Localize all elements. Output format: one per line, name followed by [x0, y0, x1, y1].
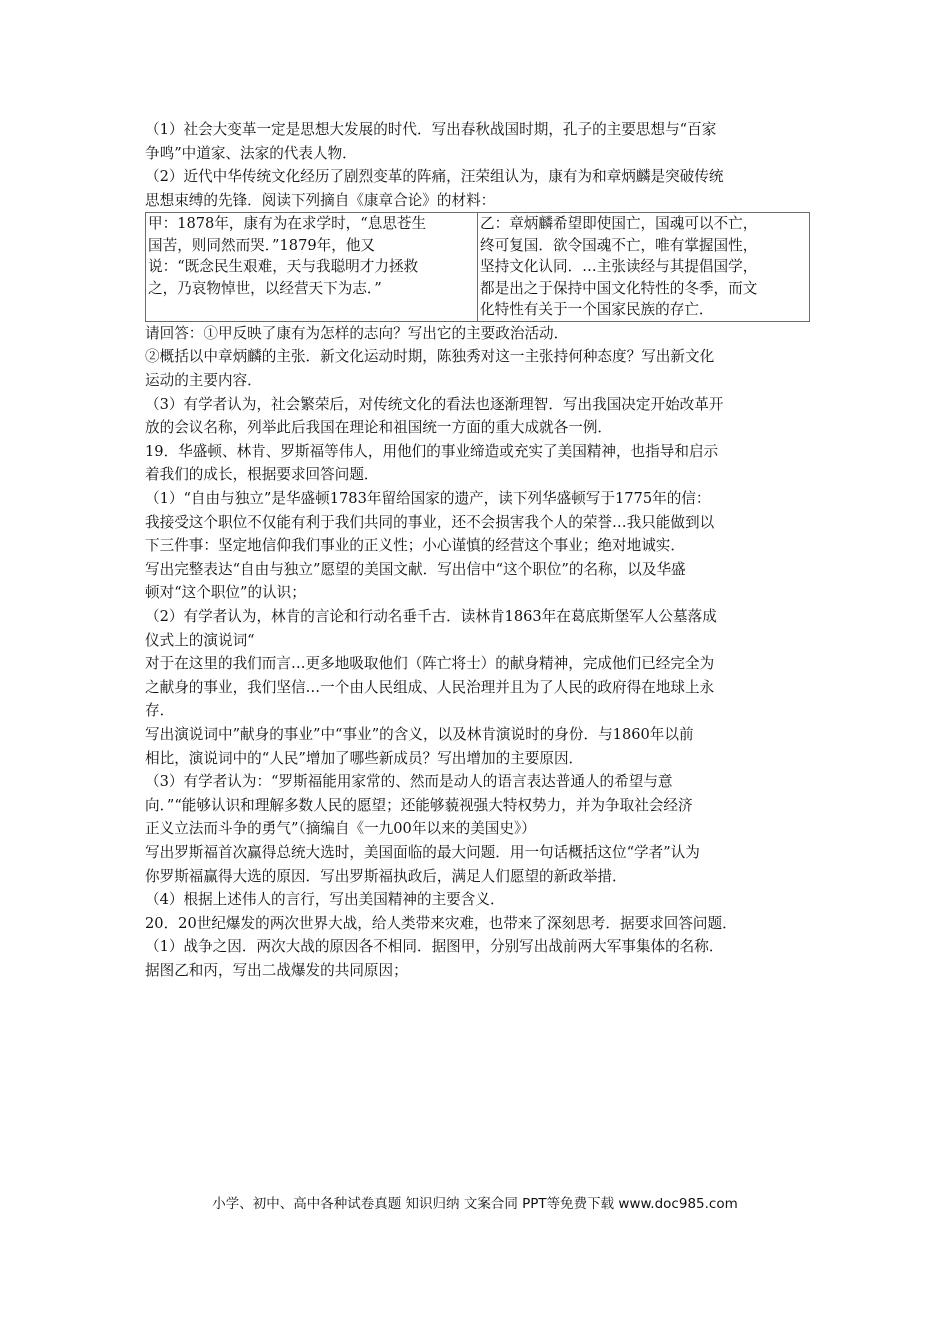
material-line: 乙：章炳麟希望即使国亡，国魂可以不亡，	[480, 215, 758, 233]
text-line: 19．华盛顿、林肯、罗斯福等伟人，用他们的事业缔造或充实了美国精神，也指导和启示	[145, 442, 719, 460]
material-line: 之，乃哀物悼世，以经营天下为志．”	[148, 279, 382, 297]
material-line: 说：“既念民生艰难，天与我聪明才力拯救	[148, 258, 419, 276]
text-line: 下三件事：坚定地信仰我们事业的正义性；小心谨慎的经营这个事业；绝对地诚实．	[145, 537, 685, 555]
material-line: 国苦，则同然而哭．”1879年，他又	[148, 236, 376, 254]
text-line: 写出完整表达“自由与独立”愿望的美国文献．写出信中“这个职位”的名称，以及华盛	[145, 560, 686, 578]
text-line: 我接受这个职位不仅能有利于我们共同的事业，还不会损害我个人的荣誉…我只能做到以	[145, 513, 715, 531]
question-18-intro	[145, 118, 810, 212]
text-line: 顿对“这个职位”的认识；	[145, 584, 306, 602]
material-line: 化特性有关于一个国家民族的存亡．	[480, 301, 714, 319]
text-line: 放的会议名称，列举此后我国在理论和祖国统一方面的重大成就各一例．	[145, 419, 613, 437]
text-line: （4）根据上述伟人的言行，写出美国精神的主要含义．	[145, 891, 505, 909]
text-line: 对于在这里的我们而言…更多地吸取他们（阵亡将士）的献身精神，完成他们已经完全为	[145, 655, 715, 673]
text-line: 据图乙和丙，写出二战爆发的共同原因；	[145, 961, 408, 979]
text-line: 写出演说词中”献身的事业”中“事业”的含义，以及林肯演说时的身份．与1860年以前	[145, 725, 694, 743]
text-line: 请回答：①甲反映了康有为怎样的志向？写出它的主要政治活动．	[145, 324, 569, 342]
text-line: （1）战争之因．两次大战的原因各不相同．据图甲，分别写出战前两大军事集体的名称．	[145, 938, 724, 956]
text-line: ②概括以中章炳麟的主张．新文化运动时期，陈独秀对这一主张持何种态度？写出新文化	[145, 348, 715, 366]
text-line: （1）“自由与独立”是华盛顿1783年留给国家的遗产，读下列华盛顿写于1775年的信：	[145, 490, 711, 508]
text-line: 20．20世纪爆发的两次世界大战，给人类带来灾难，也带来了深刻思考．据要求回答问题．	[145, 914, 737, 932]
document-body	[145, 118, 810, 983]
text-line: 着我们的成长，根据要求回答问题．	[145, 466, 379, 484]
text-line: （1）社会大变革一定是思想大发展的时代．写出春秋战国时期，孔子的主要思想与“百家	[145, 121, 717, 138]
text-line: 争鸣”中道家、法家的代表人物．	[145, 144, 357, 162]
text-line: 相比，演说词中的“人民”增加了哪些新成员？写出增加的主要原因．	[145, 749, 584, 767]
text-line: 运动的主要内容．	[145, 372, 262, 390]
text-line: （2）有学者认为，林肯的言论和行动名垂千古．读林肯1863年在葛底斯堡军人公墓落成	[145, 608, 717, 625]
text-line: 向．”“能够认识和理解多数人民的愿望；还能够藐视强大特权势力，并为争取社会经济	[145, 796, 693, 814]
material-line: 甲：1878年，康有为在求学时，“息思苍生	[148, 215, 427, 233]
material-yi-cell	[478, 213, 810, 322]
text-line: 你罗斯福赢得大选的原因．写出罗斯福执政后，满足人们愿望的新政举措．	[145, 867, 627, 885]
page-footer: 小学、初中、高中各种试卷真题 知识归纳 文案合同 PPT等免费下载 www.doc985.com	[212, 1196, 738, 1212]
material-line: 终可复国．欲令国魂不亡，唯有掌握国性，	[480, 236, 758, 254]
text-line: 之献身的事业，我们坚信…一个由人民组成、人民治理并且为了人民的政府得在地球上永	[145, 678, 715, 696]
text-line: 仪式上的演说词“	[145, 631, 255, 649]
material-table	[145, 212, 810, 322]
material-line: 都是出之于保持中国文化特性的冬季，而文	[480, 279, 758, 297]
text-line: （3）有学者认为：“罗斯福能用家常的、然而是动人的语言表达普通人的希望与意	[145, 773, 673, 791]
text-line: 写出罗斯福首次赢得总统大选时，美国面临的最大问题．用一句话概括这位“学者”认为	[145, 843, 700, 861]
text-line: （3）有学者认为，社会繁荣后，对传统文化的看法也逐渐理智．写出我国决定开始改革开	[145, 395, 724, 413]
material-line: 坚持文化认同．…主张读经与其提倡国学，	[480, 258, 758, 276]
text-line: 存．	[145, 702, 175, 720]
material-jia-cell	[146, 213, 478, 322]
text-line: （2）近代中华传统文化经历了剧烈变革的阵痛，汪荣组认为，康有为和章炳麟是突破传统	[145, 168, 724, 186]
questions-continued	[145, 322, 810, 983]
text-line: 思想束缚的先锋．阅读下列摘自《康章合论》的材料：	[145, 191, 496, 209]
text-line: 正义立法而斗争的勇气”（摘编自《一九00年以来的美国史》）	[145, 820, 536, 838]
